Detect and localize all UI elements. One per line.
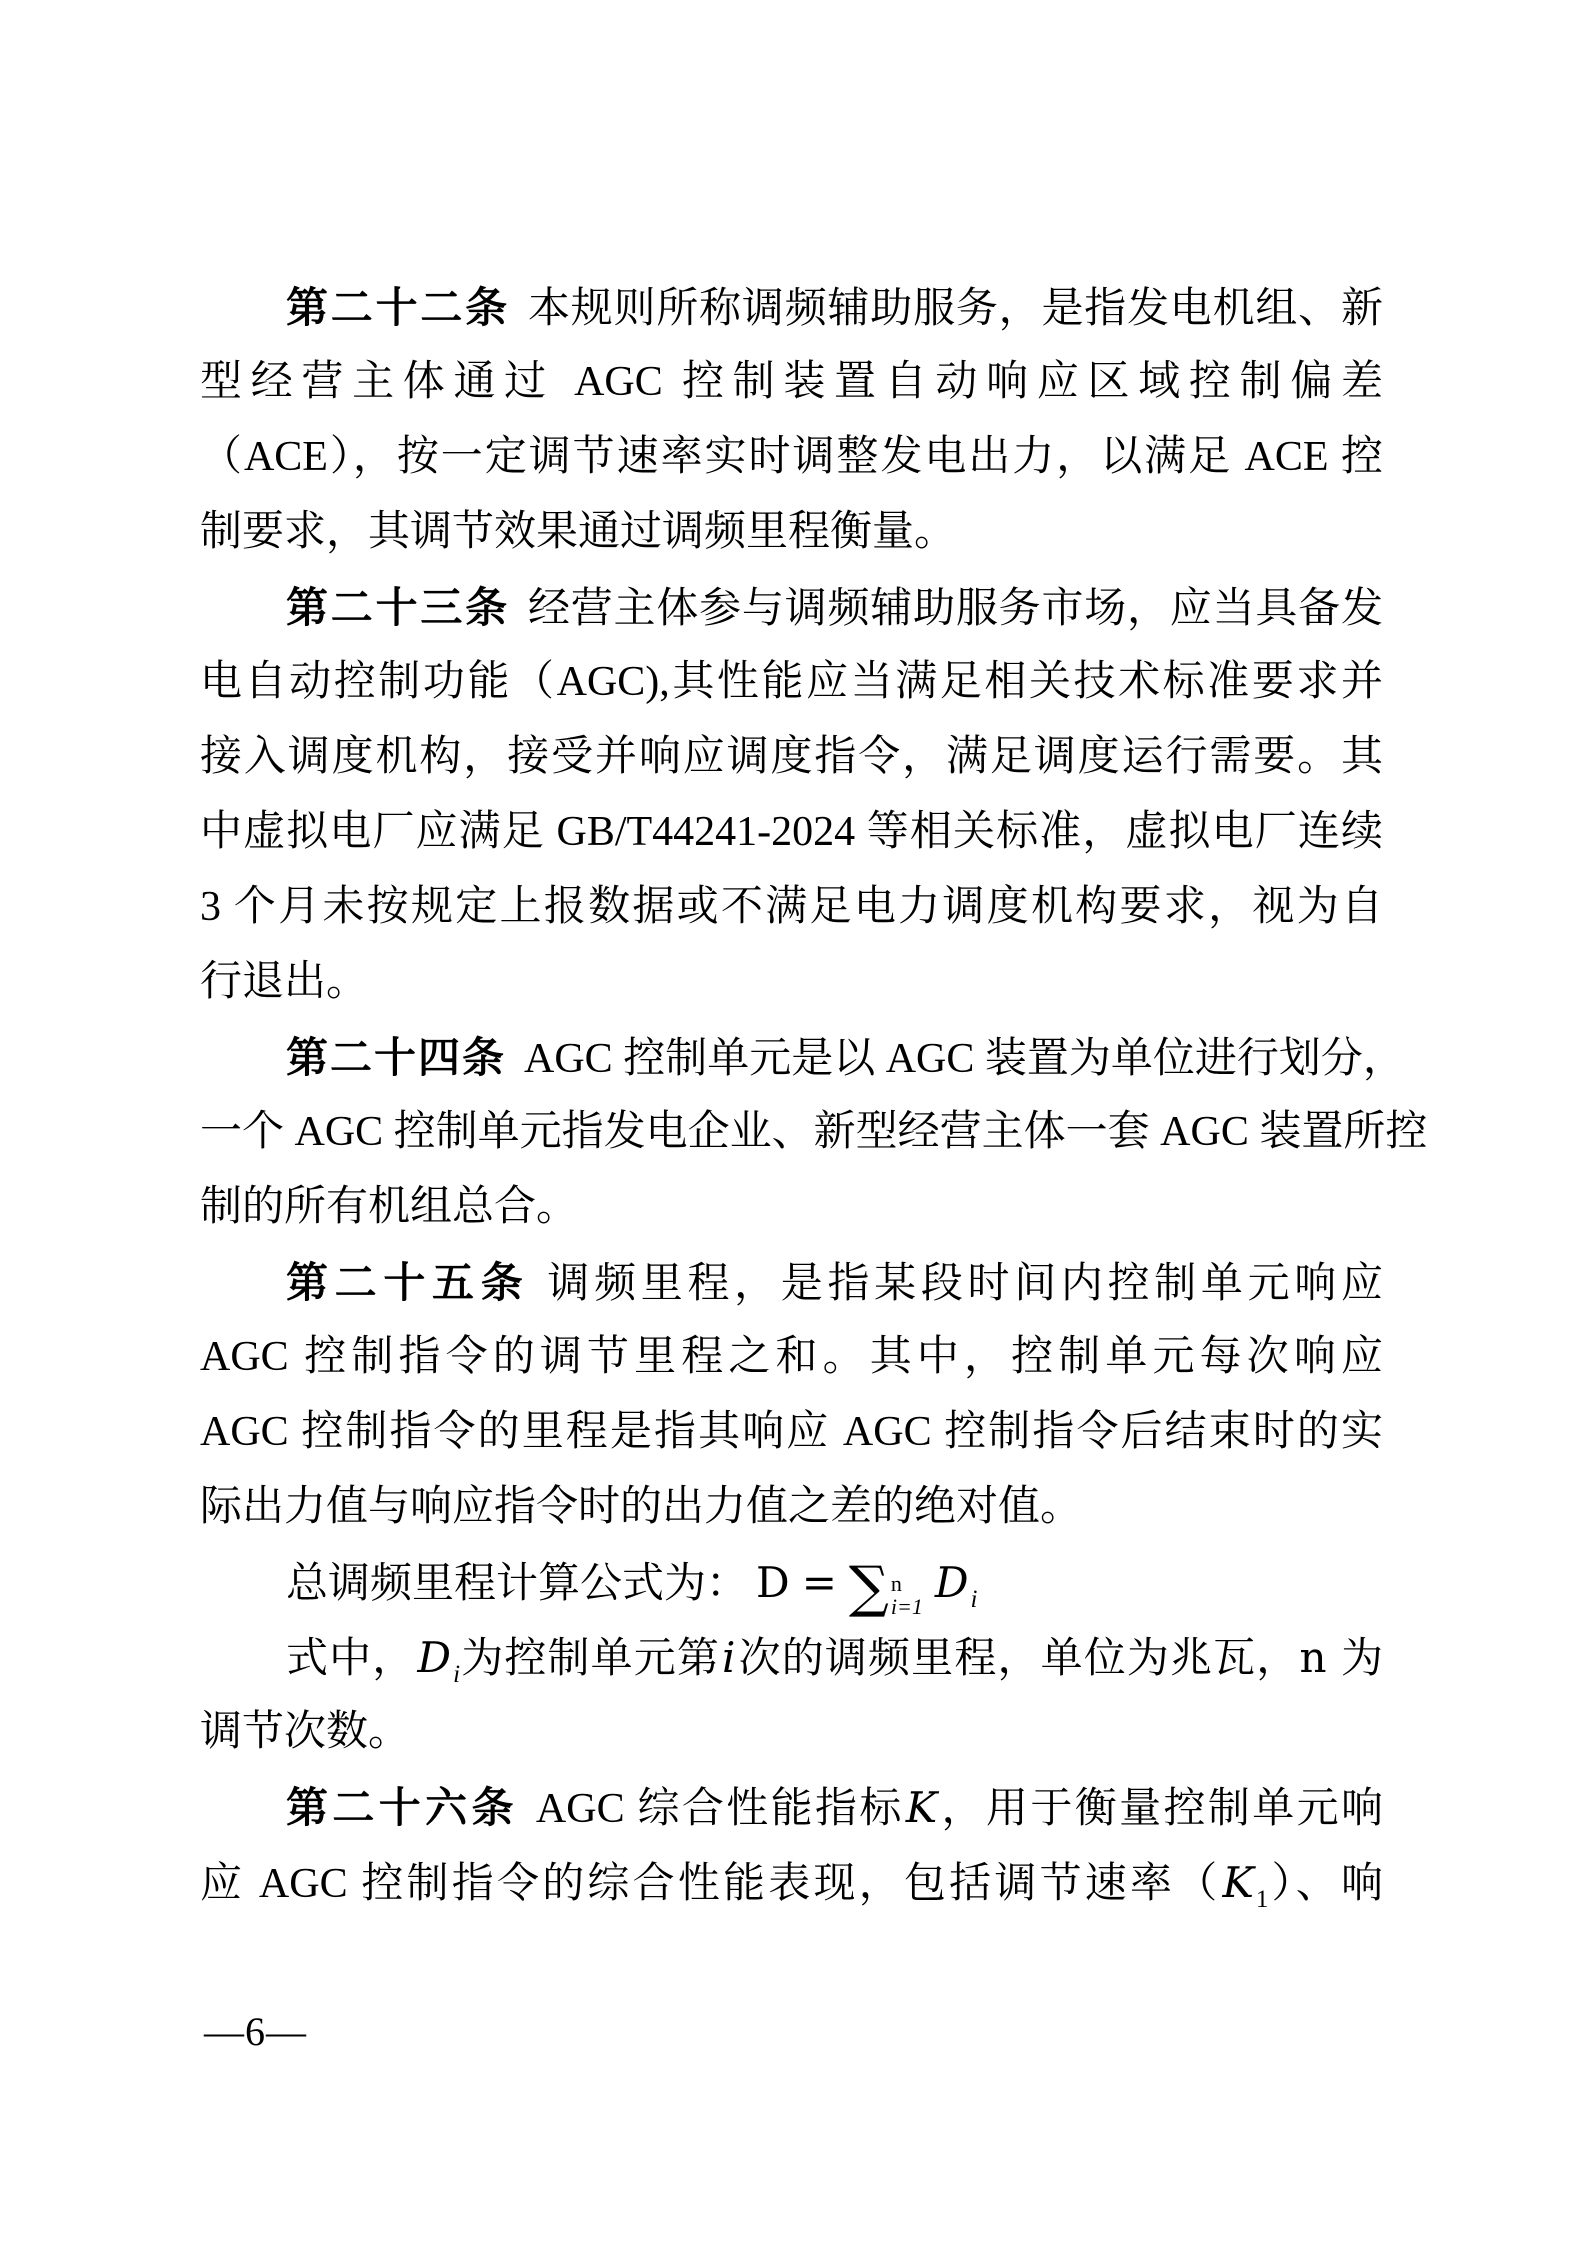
line-text: 调节次数。 (200, 1709, 411, 1755)
line-text: 式中， (286, 1636, 416, 1682)
formula-term: D (934, 1558, 969, 1607)
document-body (200, 270, 1428, 1920)
line-text: （ACE），按一定调节速率实时调整发电出力，以满足 ACE 控 (200, 434, 1383, 480)
line-text: 制要求，其调节效果通过调频里程衡量。 (200, 509, 957, 555)
article-22-line-3 (200, 420, 1383, 495)
formula-note-line-1 (200, 1620, 1383, 1695)
line-text: 次的调频里程，单位为兆瓦， (737, 1636, 1300, 1682)
summation-symbol: ∑ (848, 1555, 889, 1620)
line-text: AGC 控制单元是以 AGC 装置为单位进行划分， (524, 1036, 1405, 1082)
line-text: 为控制单元第 (460, 1636, 721, 1682)
article-23-line-3 (200, 720, 1383, 795)
variable-d: D (417, 1633, 452, 1682)
formula-term-subscript: i (970, 1586, 978, 1613)
article-23-line-4 (200, 795, 1383, 870)
article-25-heading: 第二十五条 (286, 1259, 530, 1306)
article-23-line-5 (200, 870, 1383, 945)
article-25-line-2 (200, 1320, 1383, 1395)
article-22-line-1 (200, 270, 1383, 345)
article-25-line-4 (200, 1470, 1383, 1545)
line-text: ）、响 (1268, 1861, 1383, 1907)
article-24-heading: 第二十四条 (286, 1034, 507, 1081)
summation-lower-limit: i=1 (890, 1594, 923, 1619)
variable-i: i (722, 1633, 736, 1682)
formula-lead-text: 总调频里程计算公式为： (286, 1561, 749, 1607)
line-text: 调频里程，是指某段时间内控制单元响应 (547, 1261, 1383, 1307)
article-23-heading: 第二十三条 (286, 584, 510, 631)
formula-line (200, 1545, 1383, 1620)
formula-equals: = (801, 1558, 837, 1607)
line-text: 接入调度机构，接受并响应调度指令，满足调度运行需要。其 (200, 734, 1383, 780)
article-22-line-2 (200, 345, 1383, 420)
line-text: 本规则所称调频辅助服务，是指发电机组、新 (527, 286, 1383, 332)
article-23-line-6 (200, 945, 1383, 1020)
line-text: 一个 AGC 控制单元指发电企业、新型经营主体一套 AGC 装置所控 (200, 1109, 1428, 1155)
article-26-line-2 (200, 1845, 1383, 1920)
article-24-line-1 (200, 1020, 1405, 1095)
article-23-line-2 (200, 645, 1383, 720)
line-text: 型经营主体通过 AGC 控制装置自动响应区域控制偏差 (200, 359, 1383, 405)
formula-note-line-2 (200, 1695, 1383, 1770)
article-24-line-3 (200, 1170, 1383, 1245)
article-26-heading: 第二十六条 (286, 1784, 518, 1831)
line-text: ，用于衡量控制单元响 (939, 1786, 1383, 1832)
article-22-heading: 第二十二条 (286, 284, 510, 331)
article-22-line-4 (200, 495, 1383, 570)
line-text: AGC 控制指令的调节里程之和。其中，控制单元每次响应 (200, 1334, 1383, 1380)
article-24-line-2 (200, 1095, 1428, 1170)
formula-lhs: D (756, 1558, 790, 1607)
variable-k: K (905, 1783, 938, 1832)
page-number: —6— (204, 2009, 307, 2054)
variable-d-subscript: i (453, 1661, 461, 1688)
article-26-line-1 (200, 1770, 1383, 1845)
line-text: 3 个月未按规定上报数据或不满足电力调度机构要求，视为自 (200, 884, 1383, 930)
line-text: AGC 控制指令的里程是指其响应 AGC 控制指令后结束时的实 (200, 1409, 1383, 1455)
line-text: AGC 综合性能指标 (535, 1786, 904, 1832)
line-text: 应 AGC 控制指令的综合性能表现，包括调节速率（ (200, 1861, 1221, 1907)
line-text: 电自动控制功能（AGC),其性能应当满足相关技术标准要求并 (200, 659, 1383, 705)
line-text: 经营主体参与调频辅助服务市场，应当具备发 (527, 586, 1383, 632)
summation-limits (891, 1572, 923, 1618)
line-text: 中虚拟电厂应满足 GB/T44241-2024 等相关标准，虚拟电厂连续 (200, 809, 1383, 855)
variable-k1-subscript: 1 (1255, 1886, 1269, 1913)
article-25-line-3 (200, 1395, 1383, 1470)
line-text: 际出力值与响应指令时的出力值之差的绝对值。 (200, 1484, 1083, 1530)
line-text: 行退出。 (200, 959, 369, 1005)
variable-n: n 为 (1299, 1633, 1383, 1682)
article-23-line-1 (200, 570, 1383, 645)
variable-k1: K (1222, 1858, 1254, 1907)
summation-upper-limit: n (890, 1571, 902, 1596)
line-text: 制的所有机组总合。 (200, 1184, 579, 1230)
article-25-line-1 (200, 1245, 1383, 1320)
